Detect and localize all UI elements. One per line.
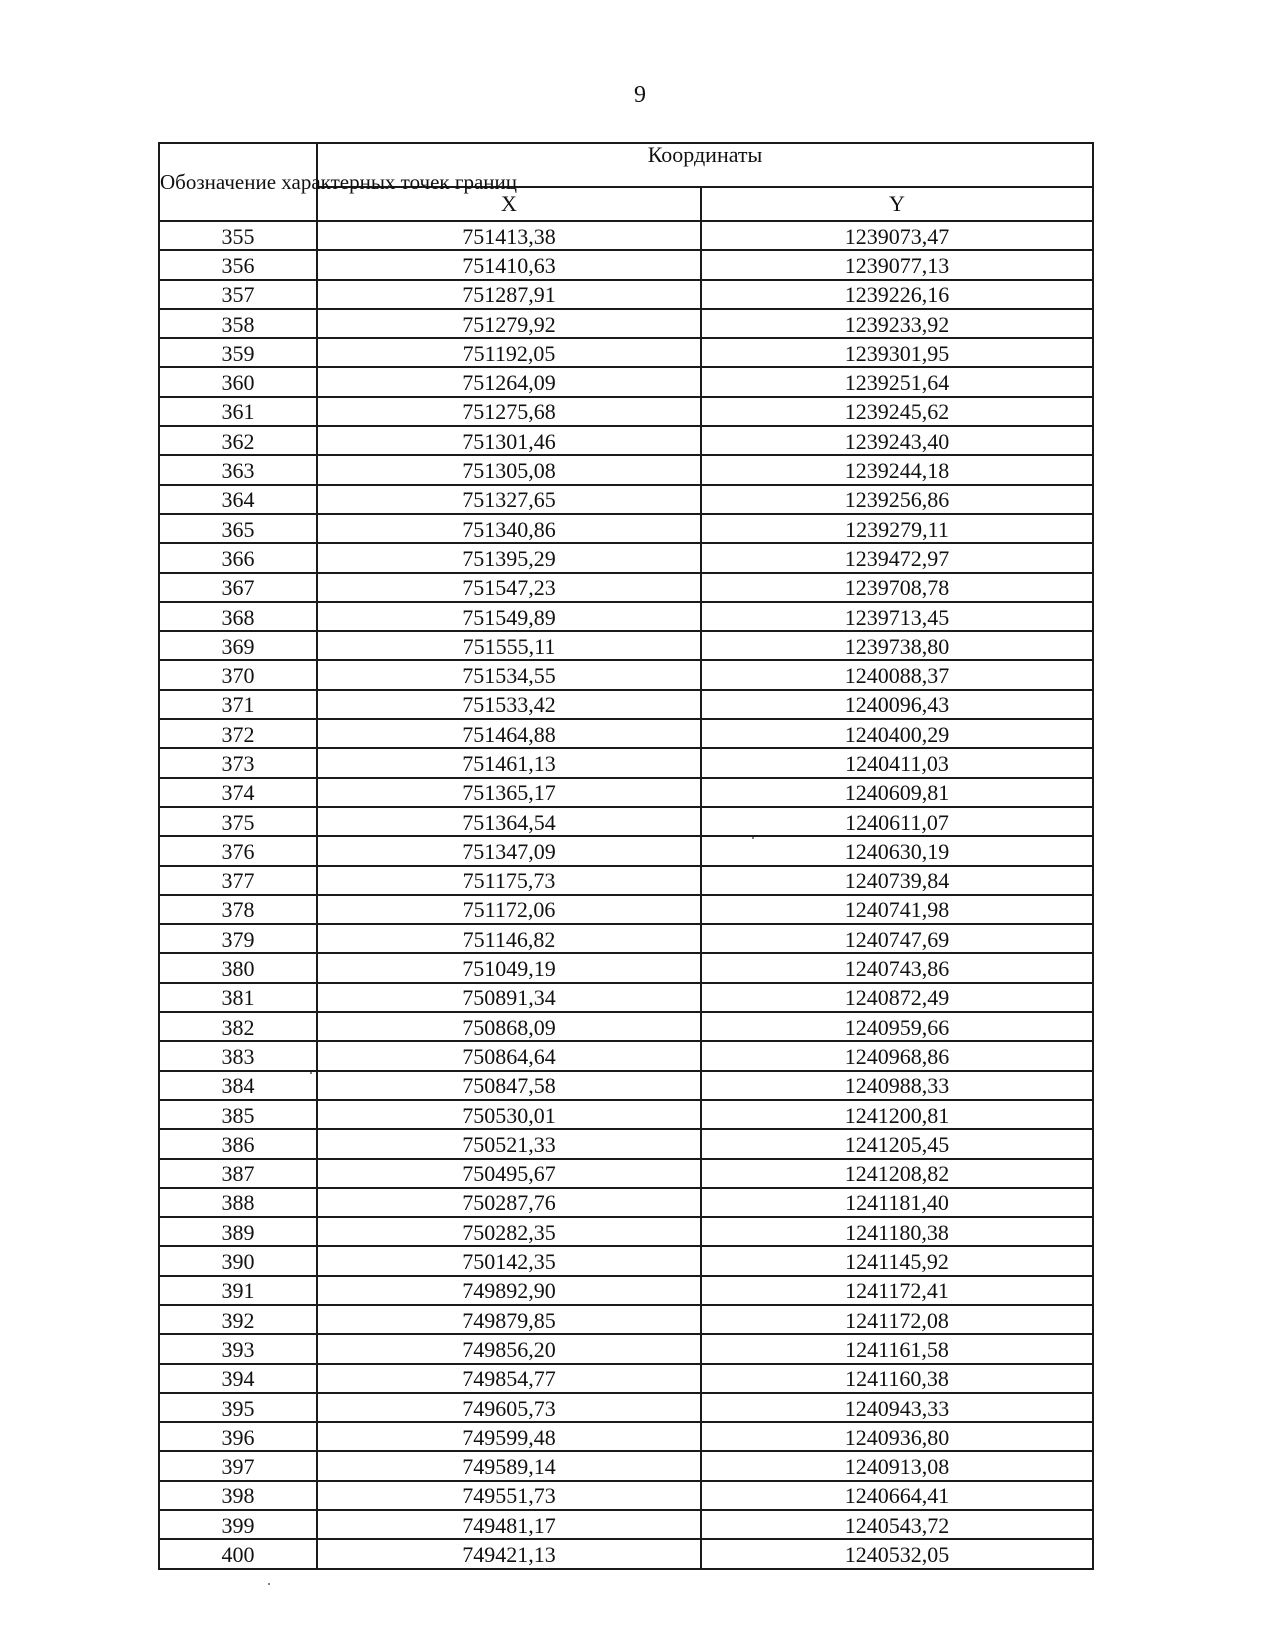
cell-y: 1241160,38 — [701, 1364, 1093, 1393]
cell-y: 1241205,45 — [701, 1129, 1093, 1158]
cell-x: 750495,67 — [317, 1159, 701, 1188]
cell-x: 750287,76 — [317, 1188, 701, 1217]
table-row — [159, 1188, 1093, 1217]
cell-point: 385 — [159, 1100, 317, 1129]
cell-y: 1239244,18 — [701, 455, 1093, 484]
cell-point: 366 — [159, 543, 317, 572]
cell-x: 751533,42 — [317, 690, 701, 719]
cell-y: 1239713,45 — [701, 602, 1093, 631]
cell-y: 1240988,33 — [701, 1071, 1093, 1100]
cell-y: 1239738,80 — [701, 631, 1093, 660]
cell-point: 364 — [159, 485, 317, 514]
cell-point: 358 — [159, 309, 317, 338]
table-row — [159, 1334, 1093, 1363]
cell-point: 398 — [159, 1481, 317, 1510]
cell-x: 751347,09 — [317, 836, 701, 865]
table-row — [159, 1510, 1093, 1539]
cell-x: 750847,58 — [317, 1071, 701, 1100]
cell-y: 1241172,08 — [701, 1305, 1093, 1334]
cell-y: 1240739,84 — [701, 866, 1093, 895]
cell-y: 1241145,92 — [701, 1246, 1093, 1275]
table-row — [159, 1012, 1093, 1041]
cell-point: 388 — [159, 1188, 317, 1217]
cell-x: 751365,17 — [317, 778, 701, 807]
cell-x: 750142,35 — [317, 1246, 701, 1275]
cell-x: 751340,86 — [317, 514, 701, 543]
cell-x: 751172,06 — [317, 895, 701, 924]
cell-x: 750891,34 — [317, 983, 701, 1012]
cell-point: 395 — [159, 1393, 317, 1422]
cell-point: 387 — [159, 1159, 317, 1188]
cell-y: 1240959,66 — [701, 1012, 1093, 1041]
cell-x: 749551,73 — [317, 1481, 701, 1510]
header-x: X — [317, 187, 701, 221]
cell-x: 751327,65 — [317, 485, 701, 514]
cell-x: 749599,48 — [317, 1422, 701, 1451]
cell-point: 397 — [159, 1451, 317, 1480]
cell-y: 1240411,03 — [701, 748, 1093, 777]
table-row — [159, 1129, 1093, 1158]
cell-point: 370 — [159, 660, 317, 689]
cell-y: 1240968,86 — [701, 1041, 1093, 1070]
cell-x: 749605,73 — [317, 1393, 701, 1422]
page-number: 9 — [634, 82, 646, 108]
cell-point: 380 — [159, 953, 317, 982]
cell-point: 377 — [159, 866, 317, 895]
cell-y: 1240943,33 — [701, 1393, 1093, 1422]
cell-y: 1239243,40 — [701, 426, 1093, 455]
cell-point: 362 — [159, 426, 317, 455]
cell-y: 1239301,95 — [701, 338, 1093, 367]
cell-y: 1239251,64 — [701, 367, 1093, 396]
coordinates-table — [158, 142, 1094, 1570]
table-row — [159, 836, 1093, 865]
table-row — [159, 895, 1093, 924]
cell-y: 1239472,97 — [701, 543, 1093, 572]
table-row — [159, 1305, 1093, 1334]
table-row — [159, 631, 1093, 660]
cell-point: 374 — [159, 778, 317, 807]
cell-x: 751410,63 — [317, 250, 701, 279]
cell-point: 368 — [159, 602, 317, 631]
table-row — [159, 602, 1093, 631]
cell-y: 1240611,07 — [701, 807, 1093, 836]
cell-y: 1239226,16 — [701, 280, 1093, 309]
cell-y: 1240096,43 — [701, 690, 1093, 719]
cell-y: 1240543,72 — [701, 1510, 1093, 1539]
table-row — [159, 221, 1093, 250]
table-row — [159, 455, 1093, 484]
table-row — [159, 953, 1093, 982]
table-row — [159, 1539, 1093, 1568]
table-row — [159, 367, 1093, 396]
cell-x: 749879,85 — [317, 1305, 701, 1334]
cell-point: 359 — [159, 338, 317, 367]
table-row — [159, 1393, 1093, 1422]
cell-point: 355 — [159, 221, 317, 250]
cell-point: 383 — [159, 1041, 317, 1070]
cell-y: 1240532,05 — [701, 1539, 1093, 1568]
cell-y: 1240664,41 — [701, 1481, 1093, 1510]
cell-point: 382 — [159, 1012, 317, 1041]
cell-x: 749481,17 — [317, 1510, 701, 1539]
cell-point: 363 — [159, 455, 317, 484]
cell-x: 751275,68 — [317, 397, 701, 426]
cell-x: 751146,82 — [317, 924, 701, 953]
cell-point: 376 — [159, 836, 317, 865]
cell-point: 391 — [159, 1276, 317, 1305]
cell-x: 751534,55 — [317, 660, 701, 689]
cell-point: 361 — [159, 397, 317, 426]
cell-x: 751279,92 — [317, 309, 701, 338]
header-point-designation: Обозначение характерных точек границ — [159, 143, 317, 221]
cell-y: 1239073,47 — [701, 221, 1093, 250]
cell-y: 1240609,81 — [701, 778, 1093, 807]
cell-y: 1241208,82 — [701, 1159, 1093, 1188]
cell-x: 750530,01 — [317, 1100, 701, 1129]
cell-y: 1241172,41 — [701, 1276, 1093, 1305]
cell-y: 1240741,98 — [701, 895, 1093, 924]
cell-point: 386 — [159, 1129, 317, 1158]
cell-y: 1240088,37 — [701, 660, 1093, 689]
table-row — [159, 250, 1093, 279]
cell-point: 367 — [159, 573, 317, 602]
table-row — [159, 1364, 1093, 1393]
cell-x: 751547,23 — [317, 573, 701, 602]
table-row — [159, 807, 1093, 836]
cell-point: 396 — [159, 1422, 317, 1451]
cell-x: 751192,05 — [317, 338, 701, 367]
table-row — [159, 280, 1093, 309]
cell-x: 749589,14 — [317, 1451, 701, 1480]
table-row — [159, 1041, 1093, 1070]
cell-point: 379 — [159, 924, 317, 953]
cell-x: 751464,88 — [317, 719, 701, 748]
cell-x: 751287,91 — [317, 280, 701, 309]
cell-x: 751264,09 — [317, 367, 701, 396]
cell-x: 750868,09 — [317, 1012, 701, 1041]
table-row — [159, 719, 1093, 748]
cell-point: 394 — [159, 1364, 317, 1393]
table-row — [159, 1481, 1093, 1510]
table-row — [159, 426, 1093, 455]
cell-y: 1241181,40 — [701, 1188, 1093, 1217]
cell-y: 1240743,86 — [701, 953, 1093, 982]
table-row — [159, 778, 1093, 807]
cell-y: 1239279,11 — [701, 514, 1093, 543]
cell-y: 1240747,69 — [701, 924, 1093, 953]
cell-point: 372 — [159, 719, 317, 748]
table-row — [159, 338, 1093, 367]
cell-y: 1240400,29 — [701, 719, 1093, 748]
table-row — [159, 1276, 1093, 1305]
cell-y: 1240913,08 — [701, 1451, 1093, 1480]
cell-y: 1239256,86 — [701, 485, 1093, 514]
cell-x: 751461,13 — [317, 748, 701, 777]
table-row — [159, 1100, 1093, 1129]
table-row — [159, 1422, 1093, 1451]
cell-y: 1240872,49 — [701, 983, 1093, 1012]
cell-x: 751301,46 — [317, 426, 701, 455]
cell-point: 390 — [159, 1246, 317, 1275]
cell-x: 749892,90 — [317, 1276, 701, 1305]
cell-x: 749856,20 — [317, 1334, 701, 1363]
cell-x: 750282,35 — [317, 1217, 701, 1246]
table-row — [159, 514, 1093, 543]
cell-x: 751549,89 — [317, 602, 701, 631]
cell-point: 356 — [159, 250, 317, 279]
cell-x: 751395,29 — [317, 543, 701, 572]
cell-x: 749854,77 — [317, 1364, 701, 1393]
table-row — [159, 924, 1093, 953]
cell-y: 1239077,13 — [701, 250, 1093, 279]
table-row — [159, 660, 1093, 689]
table-header — [159, 143, 1093, 221]
cell-y: 1241180,38 — [701, 1217, 1093, 1246]
table-row — [159, 1217, 1093, 1246]
cell-x: 751305,08 — [317, 455, 701, 484]
table-body — [159, 221, 1093, 1569]
table-row — [159, 1159, 1093, 1188]
cell-point: 389 — [159, 1217, 317, 1246]
header-coordinates: Координаты — [317, 143, 1093, 187]
cell-x: 751364,54 — [317, 807, 701, 836]
cell-point: 371 — [159, 690, 317, 719]
cell-x: 751049,19 — [317, 953, 701, 982]
cell-point: 399 — [159, 1510, 317, 1539]
table-row — [159, 748, 1093, 777]
cell-y: 1239708,78 — [701, 573, 1093, 602]
cell-point: 384 — [159, 1071, 317, 1100]
table-row — [159, 1246, 1093, 1275]
cell-point: 369 — [159, 631, 317, 660]
cell-point: 393 — [159, 1334, 317, 1363]
cell-x: 750864,64 — [317, 1041, 701, 1070]
cell-point: 392 — [159, 1305, 317, 1334]
table-row — [159, 397, 1093, 426]
table-row — [159, 1071, 1093, 1100]
table-row — [159, 690, 1093, 719]
cell-point: 375 — [159, 807, 317, 836]
cell-point: 365 — [159, 514, 317, 543]
cell-x: 750521,33 — [317, 1129, 701, 1158]
cell-y: 1241200,81 — [701, 1100, 1093, 1129]
cell-point: 381 — [159, 983, 317, 1012]
table-row — [159, 983, 1093, 1012]
header-y: Y — [701, 187, 1093, 221]
cell-x: 751555,11 — [317, 631, 701, 660]
cell-point: 373 — [159, 748, 317, 777]
table-row — [159, 485, 1093, 514]
table-row — [159, 866, 1093, 895]
cell-y: 1241161,58 — [701, 1334, 1093, 1363]
cell-y: 1240936,80 — [701, 1422, 1093, 1451]
cell-x: 749421,13 — [317, 1539, 701, 1568]
cell-y: 1239245,62 — [701, 397, 1093, 426]
table-row — [159, 573, 1093, 602]
cell-point: 378 — [159, 895, 317, 924]
table-row — [159, 1451, 1093, 1480]
cell-y: 1240630,19 — [701, 836, 1093, 865]
table-row — [159, 543, 1093, 572]
cell-x: 751175,73 — [317, 866, 701, 895]
cell-point: 360 — [159, 367, 317, 396]
cell-y: 1239233,92 — [701, 309, 1093, 338]
table-row — [159, 309, 1093, 338]
cell-point: 357 — [159, 280, 317, 309]
cell-point: 400 — [159, 1539, 317, 1568]
cell-x: 751413,38 — [317, 221, 701, 250]
